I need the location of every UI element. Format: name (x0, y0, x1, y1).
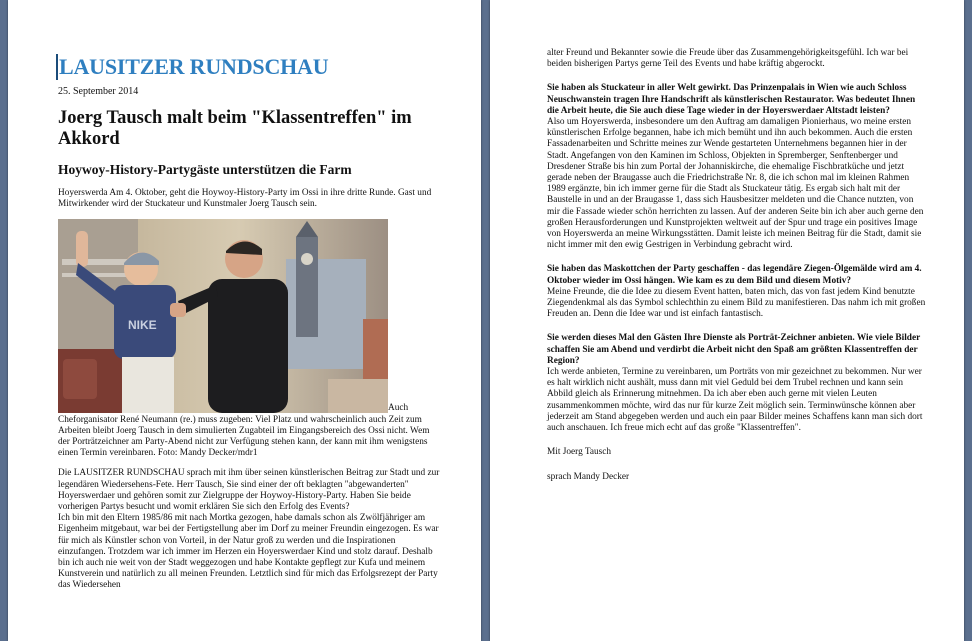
interview-byline: sprach Mandy Decker (547, 471, 630, 482)
svg-text:NIKE: NIKE (128, 318, 157, 333)
photo-caption: Cheforganisator René Neumann (re.) muss zugeben: Viel Platz und wahrscheinlich auch Zeit zum Arbeiten bleibt Joerg Tausch in dem simulierten Zugabteil im Eingangsbereich des Ossi nicht. Wem der Porträtzeichner am Party-Abend nicht zur Verfügung stehen kann, der kann mit ihm wenigstens einen Termin vereinbaren. Foto: Mandy Decker/mdr1 (58, 414, 430, 459)
article-photo (58, 219, 388, 413)
article-headline: Joerg Tausch malt beim "Klassentreffen" im Akkord (58, 108, 412, 149)
interview-closing: Mit Joerg Tausch (547, 447, 612, 458)
interview-question-1: Die LAUSITZER RUNDSCHAU sprach mit ihm über seinen künstlerischen Beitrag zur Stadt und zur legendären Wiedersehens-Fete. Herr Tausch, Sie sind einer der oft beklagten "abgewanderten" Hoyerswerdaer und gehören somit zur Zielgruppe der Hoywoy-History-Party. Haben Sie beide vorherigen Partys besucht und womit erklären Sie sich den Erfolg des Events? (58, 468, 440, 513)
article-date: 25. September 2014 (58, 86, 139, 97)
document-page-right (490, 0, 964, 641)
newspaper-masthead: LAUSITZER RUNDSCHAU (56, 54, 441, 80)
interview-answer-4: Ich werde anbieten, Termine zu vereinbaren, um Porträts von mir gezeichnet zu bekommen. Nur wer es halt wirklich nicht aushält, muss dann mit viel Geduld bei dem Trubel rechnen und kann sein Abbild gleich als Erinnerung mitnehmen. Da ich aber eben auch gerne mit vielen Leuten zusammenkommen möchte, wird das nur für kurze Zeit möglich sein. Terminwünsche können aber jederzeit am Stand abgegeben werden und auch ein paar Bilder meines Schaffens kann man sich dort auch anschauen. Ich freue mich echt auf das große "Klassentreffen". (547, 367, 923, 434)
interview-question-2: Sie haben als Stuckateur in aller Welt gewirkt. Das Prinzenpalais in Wien wie auch Schloss Neuschwanstein tragen Ihre Handschrift als künstlerischen Restaurator. Was bedeutet Ihnen die Arbeit heute, die Sie auch diese Tage wieder in der Hoyerswerdaer Altstadt leisten? (547, 83, 916, 116)
interview-question-4: Sie werden dieses Mal den Gästen Ihre Dienste als Porträt-Zeichner anbieten. Wie viele Bilder schaffen Sie am Abend und verdirbt die Arbeit nicht den Spaß am größten Klassentreffen der Region? (547, 333, 921, 366)
interview-answer-1-continued: alter Freund und Bekannter sowie die Freude über das Zusammengehörigkeitsgefühl. Ich war bei beiden bisherigen Partys gerne Teil des Events und habe kräftig abgerockt. (547, 48, 909, 70)
interview-answer-2: Also um Hoyerswerda, insbesondere um den Auftrag am damaligen Pionierhaus, wo meine ersten künstlerischen Erfolge begannen, habe ich mich bemüht und ihn auch bekommen. Auch die ersten Fassadenarbeiten und Schritte meines zur Wende gestarteten Unternehmens begannen hier in der Stadt. Angefangen von den Kaminen im Schloss, Objekten in Spremberger, Senftenberger und Dresdener Straße bis hin zum Portal der Johanniskirche, die ehemalige Fischbratküche und jetzt gerade neben der Braugasse auch die Friedrichstraße Nr. 8, die ich schon mal im kleinen Rahmen 1989 ergänzte, bin ich immer gerne für die Stadt als Stuckateur tätig. Es ergab sich halt mit der Baustelle in und an der Braugasse 1, dass sich Hausbesitzer meldeten und die Chance nutzten, von mir die Fassade wieder schön herrichten zu lassen. Auf der anderen Seite bin ich aber auch gerne den großen Herausforderungen und Kunstprojekten weltweit auf der Spur und trage ein positives Image von Hoyerswerda an meine Wirkungsstätten. Damit leiste ich meinen Beitrag für die Stadt, damit sie nicht immer mit den ewig Gestrigen in Verbindung gebracht wird. (547, 117, 924, 251)
document-page-left (8, 0, 481, 641)
photo-block (58, 219, 441, 414)
article-subheadline: Hoywoy-History-Partygäste unterstützen die Farm (58, 162, 352, 177)
photo-trailing-text: Auch (388, 403, 409, 414)
interview-question-3: Sie haben das Maskottchen der Party geschaffen - das legendäre Ziegen-Ölgemälde wird am 4. Oktober wieder im Ossi hängen. Wie kam es zu dem Bild und diesem Motiv? (547, 264, 922, 286)
interview-answer-3: Meine Freunde, die die Idee zu diesem Event hatten, baten mich, das von fast jedem Kind benutzte Ziegendenkmal als das Symbol schlechthin zu einem Bild zu manifestieren. Das nahm ich mit großen Freuden an. Denn die Idee war und ist einfach fantastisch. (547, 286, 926, 320)
article-intro: Hoyerswerda Am 4. Oktober, geht die Hoywoy-History-Party im Ossi in ihre dritte Runde. Gast und Mitwirkender wird der Stuckateur und Kunstmaler Joerg Tausch sein. (58, 188, 432, 210)
photo-two-men-image (58, 219, 388, 413)
interview-answer-1: Ich bin mit den Eltern 1985/86 mit nach Mortka gezogen, habe damals schon als Zwölfjähriger am Eigenheim mitgebaut, war bei der Fertigstellung aber im Dorf zu meiner Freundin eingezogen. Es war für mich als Künstler schon von Vorteil, in der Natur groß zu werden und die Inspirationen einzufangen. Trotzdem war ich immer im Herzen ein Hoyerswerdaer Kind und stolz darauf. Deshalb bin ich auch nie weit von der Stadt weggezogen und habe Kontakte gepflegt zur Kufa und meinem Kunstverein und natürlich zu all meinen Freunden. Letztlich sind für mich das Erfolgsrezept der Party das Wiedersehen (58, 513, 439, 591)
